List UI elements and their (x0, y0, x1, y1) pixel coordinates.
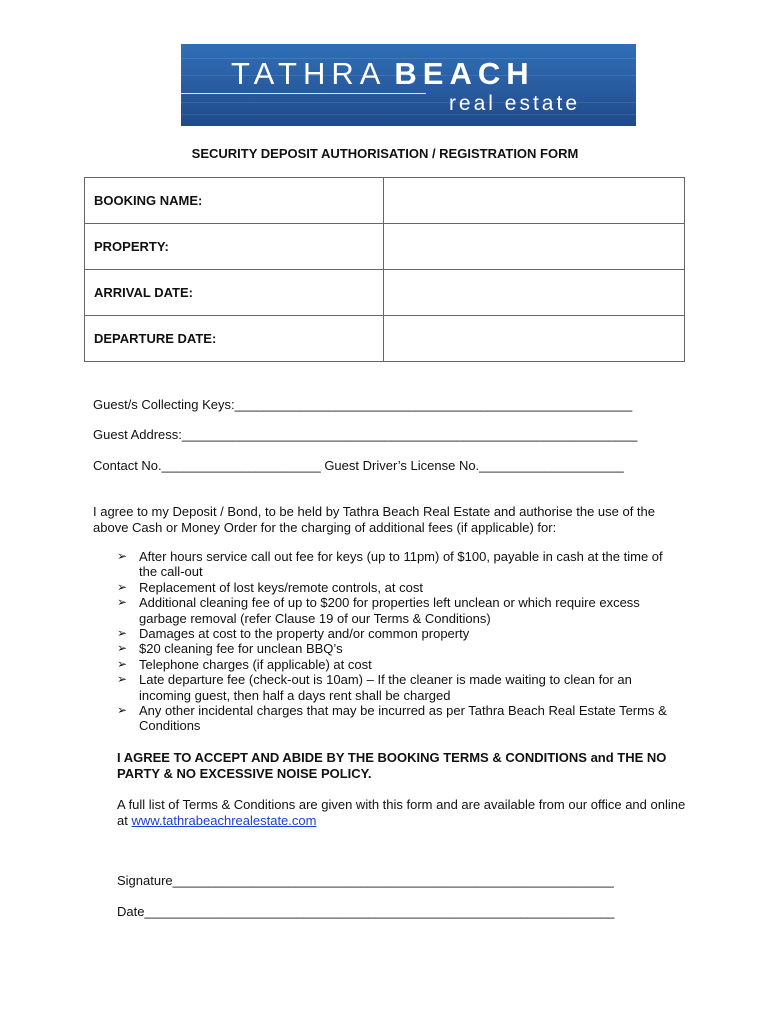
form-title: SECURITY DEPOSIT AUTHORISATION / REGISTRATION FORM (191, 146, 579, 161)
list-item (117, 703, 677, 734)
fee-text: Any other incidental charges that may be incurred as per Tathra Beach Real Estate Terms & Conditions (139, 703, 667, 734)
list-item (117, 672, 677, 703)
booking-details-table (84, 177, 685, 362)
list-item (117, 595, 677, 626)
arrow-bullet-icon: ➢ (117, 626, 128, 641)
fee-text: Telephone charges (if applicable) at cost (139, 656, 372, 672)
table-row (85, 270, 685, 316)
arrow-bullet-icon: ➢ (117, 672, 128, 687)
fee-text: After hours service call out fee for keys (up to 11pm) of $100, payable in cash at the time of the call-out (139, 549, 663, 580)
logo-divider (181, 93, 426, 94)
fee-text: Additional cleaning fee of up to $200 for properties left unclean or which require excess garbage removal (refer Clause 19 of our Terms & Conditions) (139, 595, 640, 626)
fee-text: $20 cleaning fee for unclean BBQ’s (139, 641, 343, 657)
arrow-bullet-icon: ➢ (117, 656, 128, 671)
departure-date-label: DEPARTURE DATE: (85, 316, 384, 362)
logo-subtitle: real estate (448, 92, 580, 115)
agreement-intro: I agree to my Deposit / Bond, to be held by Tathra Beach Real Estate and authorise the use of the above Cash or Money Order for the charging of additional fees (if applicable) for: (93, 504, 656, 535)
list-item (117, 580, 677, 595)
guest-address-field[interactable]: Guest Address:_______________________________________________________________ (93, 427, 638, 442)
terms-notice-text: A full list of Terms & Conditions are given with this form and are available from our office and online at (117, 797, 686, 828)
arrow-bullet-icon: ➢ (117, 703, 128, 718)
fee-text: Late departure fee (check-out is 10am) – If the cleaner is made waiting to clean for an incoming guest, then half a days rent shall be charged (139, 672, 632, 703)
fee-text: Replacement of lost keys/remote controls, at cost (139, 579, 423, 595)
property-field[interactable] (384, 224, 685, 270)
fee-list (117, 549, 677, 734)
departure-date-field[interactable] (384, 316, 685, 362)
guest-collecting-keys-field[interactable]: Guest/s Collecting Keys:_______________________________________________________ (93, 397, 633, 412)
list-item (117, 657, 677, 672)
logo-word-tathra: TATHRA (231, 56, 387, 91)
fee-text: Damages at cost to the property and/or common property (139, 626, 470, 642)
table-row (85, 316, 685, 362)
contact-license-field[interactable]: Contact No.______________________ Guest Driver’s License No.____________________ (93, 458, 624, 473)
arrival-date-field[interactable] (384, 270, 685, 316)
arrow-bullet-icon: ➢ (117, 595, 128, 610)
logo-title (231, 56, 535, 92)
arrow-bullet-icon: ➢ (117, 579, 128, 594)
table-row (85, 224, 685, 270)
list-item (117, 549, 677, 580)
website-link[interactable]: www.tathrabeachrealestate.com (131, 813, 317, 828)
arrow-bullet-icon: ➢ (117, 641, 128, 656)
acceptance-statement: I AGREE TO ACCEPT AND ABIDE BY THE BOOKING TERMS & CONDITIONS and THE NO PARTY & NO EXCESSIVE NOISE POLICY. (117, 750, 667, 781)
arrival-date-label: ARRIVAL DATE: (85, 270, 384, 316)
arrow-bullet-icon: ➢ (117, 549, 128, 563)
signature-field[interactable]: Signature_____________________________________________________________ (117, 873, 614, 888)
booking-name-label: BOOKING NAME: (85, 178, 384, 224)
list-item (117, 626, 677, 641)
list-item (117, 641, 677, 656)
logo-word-beach: BEACH (394, 56, 535, 91)
terms-notice (117, 797, 687, 829)
table-row (85, 178, 685, 224)
company-logo (181, 44, 636, 126)
property-label: PROPERTY: (85, 224, 384, 270)
booking-name-field[interactable] (384, 178, 685, 224)
date-field[interactable]: Date_________________________________________________________________ (117, 904, 615, 919)
